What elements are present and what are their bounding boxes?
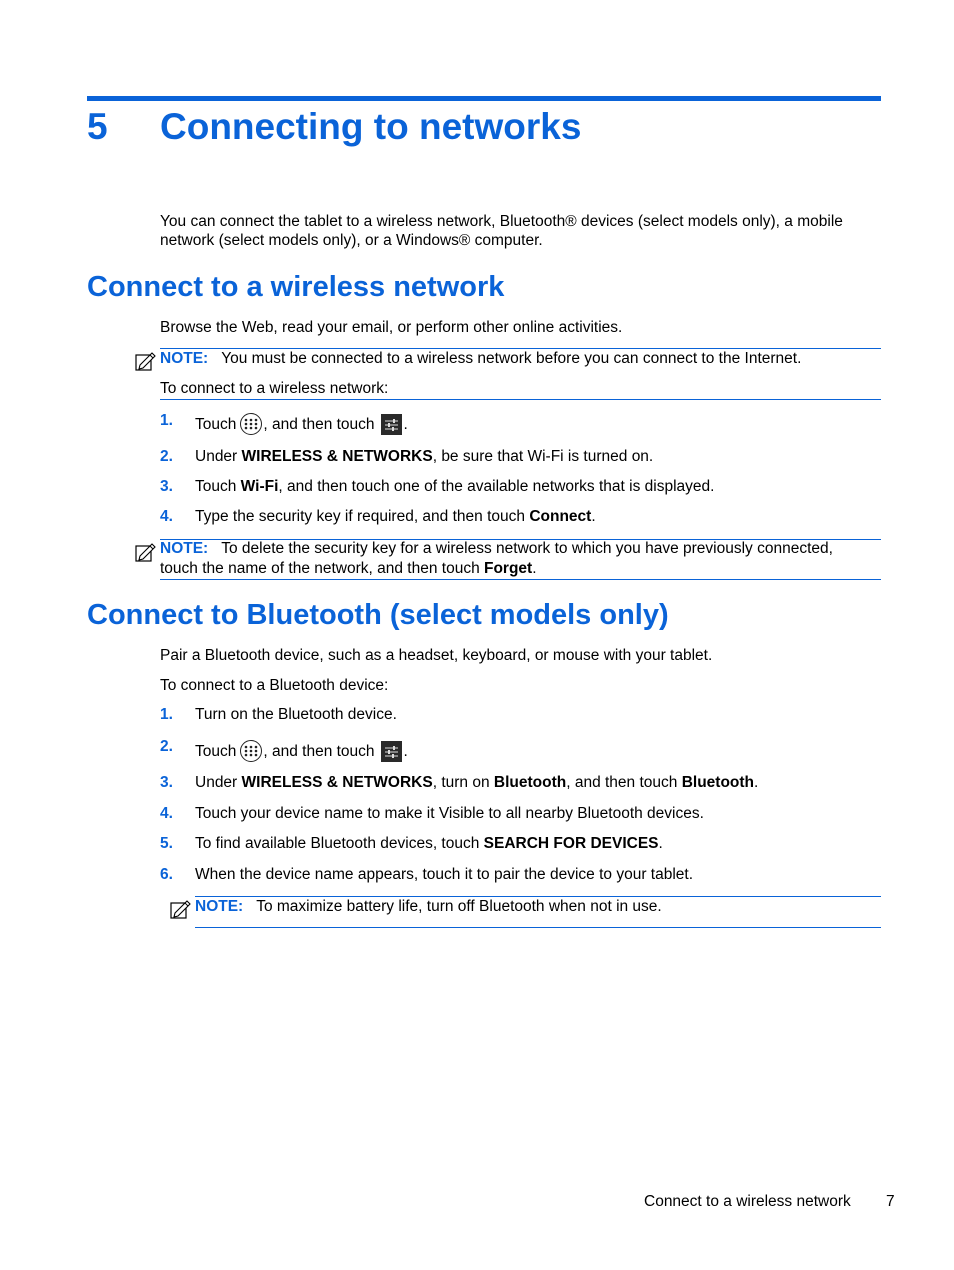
step-text: Under [195, 774, 242, 791]
step-text: Touch [195, 478, 241, 495]
step-number: 1. [160, 706, 173, 723]
note-text: To maximize battery life, turn off Bluetooth when not in use. [256, 898, 662, 915]
note-bold: Forget [484, 560, 533, 577]
chapter-intro: You can connect the tablet to a wireless network, Bluetooth® devices (select models only), a mobile network (select models only), or a Windows® computer. [160, 213, 843, 249]
note-text: touch the name of the network, and then touch [160, 560, 484, 577]
wireless-step-1 [195, 413, 408, 435]
section-heading-wireless: Connect to a wireless network [87, 271, 505, 303]
step-text: . [658, 835, 663, 852]
bluetooth-intro: Pair a Bluetooth device, such as a headset, keyboard, or mouse with your tablet. [160, 647, 713, 664]
note-pencil-icon [135, 541, 157, 563]
note-delete-security-key [160, 539, 881, 579]
step-number: 5. [160, 835, 173, 852]
step-text: , turn on [432, 774, 494, 791]
bluetooth-step-6: When the device name appears, touch it to pair the device to your tablet. [195, 866, 694, 883]
wireless-lead: To connect to a wireless network: [160, 380, 389, 397]
step-text: , and then touch [263, 743, 375, 760]
chapter-top-rule [87, 96, 881, 101]
note-text: You must be connected to a wireless network before you can connect to the Internet. [221, 350, 802, 367]
step-text: . [403, 416, 408, 433]
step-number: 2. [160, 738, 173, 755]
step-bold: Bluetooth [493, 774, 567, 791]
settings-icon [381, 414, 402, 435]
step-number: 3. [160, 478, 173, 495]
step-bold: WIRELESS & NETWORKS [241, 774, 433, 791]
step-text: Under [195, 448, 242, 465]
bluetooth-step-3 [195, 774, 758, 792]
wireless-step-4 [195, 508, 596, 526]
note-pencil-icon [170, 898, 192, 920]
step-text: Touch [195, 743, 237, 760]
step-number: 6. [160, 866, 173, 883]
step-bold: Connect [529, 508, 592, 525]
note-text: . [532, 560, 537, 577]
note-label: NOTE: [195, 898, 244, 915]
step-text: Touch [195, 416, 237, 433]
note-rule-bottom [160, 399, 881, 400]
all-apps-icon [240, 413, 262, 435]
step-text: . [403, 743, 408, 760]
wireless-step-3 [195, 478, 714, 496]
step-number: 3. [160, 774, 173, 791]
step-bold: SEARCH FOR DEVICES [483, 835, 659, 852]
wireless-intro: Browse the Web, read your email, or perform other online activities. [160, 319, 623, 336]
step-text: . [754, 774, 759, 791]
chapter-number: 5 [87, 106, 108, 147]
all-apps-icon [240, 740, 262, 762]
bluetooth-step-1: Turn on the Bluetooth device. [195, 706, 397, 723]
note-rule-bottom [195, 927, 881, 928]
step-text: , be sure that Wi-Fi is turned on. [432, 448, 654, 465]
wireless-step-2 [195, 448, 653, 466]
note-label: NOTE: [160, 540, 209, 557]
step-number: 4. [160, 805, 173, 822]
step-text: To find available Bluetooth devices, touch [195, 835, 484, 852]
settings-icon [381, 741, 402, 762]
note-label: NOTE: [160, 350, 209, 367]
bluetooth-step-5 [195, 835, 663, 853]
note-text: To delete the security key for a wireless network to which you have previously connected, [221, 540, 833, 557]
note-rule-bottom [160, 579, 881, 580]
step-number: 4. [160, 508, 173, 525]
step-number: 2. [160, 448, 173, 465]
step-text: Type the security key if required, and then touch [195, 508, 530, 525]
step-number: 1. [160, 412, 173, 429]
section-heading-bluetooth: Connect to Bluetooth (select models only) [87, 599, 669, 631]
footer-page-number: 7 [886, 1193, 895, 1210]
footer-section-title: Connect to a wireless network [644, 1193, 851, 1210]
step-text: , and then touch one of the available networks that is displayed. [278, 478, 715, 495]
step-text: , and then touch [566, 774, 682, 791]
bluetooth-lead: To connect to a Bluetooth device: [160, 677, 389, 694]
step-bold: Wi-Fi [240, 478, 279, 495]
chapter-title: Connecting to networks [160, 106, 582, 147]
step-bold: WIRELESS & NETWORKS [241, 448, 433, 465]
note-wireless-required [160, 349, 881, 368]
bluetooth-step-2 [195, 740, 408, 762]
note-pencil-icon [135, 350, 157, 372]
bluetooth-step-4: Touch your device name to make it Visible to all nearby Bluetooth devices. [195, 805, 704, 822]
note-battery-life [195, 897, 881, 916]
step-text: . [591, 508, 596, 525]
step-text: , and then touch [263, 416, 375, 433]
step-bold: Bluetooth [681, 774, 755, 791]
